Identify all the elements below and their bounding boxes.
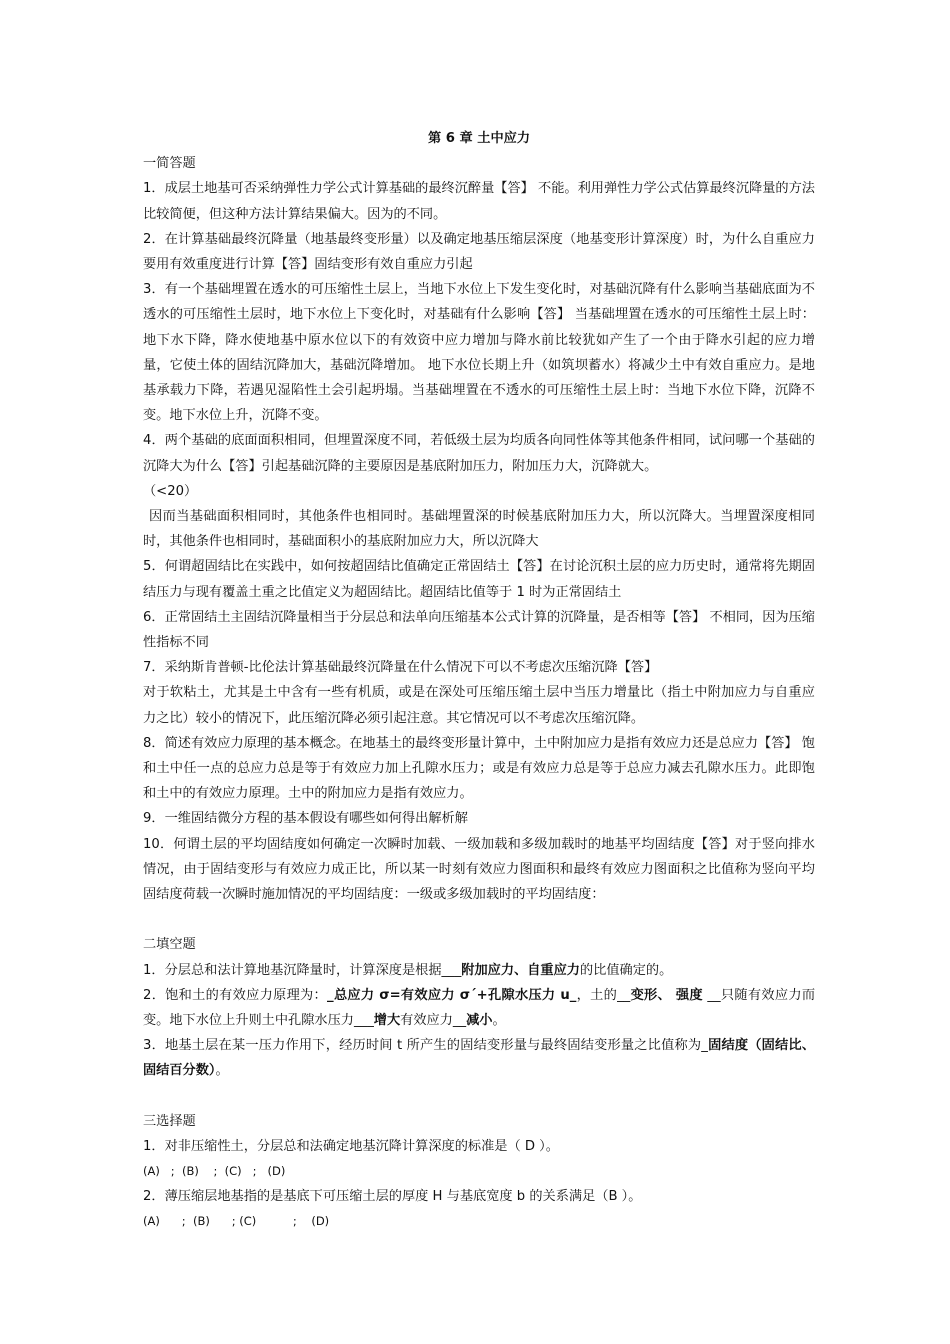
fill-2-text-d: 有效应力 [400, 1012, 453, 1028]
question-1: 1．成层土地基可否采纳弹性力学公式计算基础的最终沉醉量【答】 不能。利用弹性力学公式估算最终沉降量的方法比较简便，但这种方法计算结果偏大。因为的不同。 [143, 181, 815, 222]
blank-line: __ [702, 987, 721, 1003]
fill-2-text-c: 只随有效应力而变。地下水位上升则土中孔隙水压力 [143, 987, 816, 1028]
choice-2-options: (A) ; (B) ; (C) ; (D) [143, 1214, 330, 1229]
fill-2-answer-c: 增大 [373, 1012, 401, 1028]
spacer [143, 1084, 815, 1109]
fill-3-tail: 。 [215, 1063, 229, 1079]
fill-1 [143, 958, 815, 983]
blank-line: ___ [354, 1012, 374, 1028]
fill-1-text: 1．分层总和法计算地基沉降量时，计算深度是根据 [143, 962, 442, 978]
section-heading-fill-blank: 二填空题 [143, 937, 196, 953]
question-7: 7．采纳斯肯普顿-比伦法计算基础最终沉降量在什么情况下可以不考虑次压缩沉降【答】 [143, 660, 658, 676]
question-9: 9．一维固结微分方程的基本假设有哪些如何得出解析解 [143, 811, 468, 827]
blank-line: __ [617, 987, 631, 1003]
question-5: 5．何谓超固结比在实践中，如何按超固结比值确定正常固结土【答】在讨论沉积土层的应力历史时，通常将先期固结压力与现有覆盖土重之比值定义为超固结比。超固结比值等于 1 时为正常固结土 [143, 559, 815, 600]
fill-2-text-b: ，土的 [576, 987, 618, 1003]
fill-1-tail: 的比值确定的。 [579, 962, 673, 978]
question-7-answer: 对于软粘土，尤其是土中含有一些有机质，或是在深处可压缩压缩土层中当压力增量比（指土中附加应力与自重应力之比）较小的情况下，此压缩沉降必须引起注意。其它情况可以不考虑次压缩沉降。 [143, 685, 815, 726]
question-6: 6．正常固结土主固结沉降量相当于分层总和法单向压缩基本公式计算的沉降量，是否相等【答】 不相同，因为压缩性指标不同 [143, 609, 815, 651]
fill-2-answer-d: 减小 [466, 1012, 493, 1028]
document-page [143, 126, 815, 1235]
question-4-note: （<20） [143, 483, 198, 499]
question-2: 2．在计算基础最终沉降量（地基最终变形量）以及确定地基压缩层深度（地基变形计算深度）时，为什么自重应力要用有效重度进行计算【答】固结变形有效自重应力引起 [143, 231, 815, 273]
blank-line: ___ [441, 962, 462, 978]
spacer [143, 907, 815, 932]
choice-2: 2．薄压缩层地基指的是基底下可压缩土层的厚度 H 与基底宽度 b 的关系满足（B ）。 [143, 1189, 642, 1205]
fill-2 [143, 983, 815, 1033]
fill-2-answer-b: 变形、 强度 [630, 987, 703, 1003]
fill-1-answer: 附加应力、自重应力 [461, 962, 580, 978]
fill-3 [143, 1033, 815, 1083]
choice-1: 1．对非压缩性土，分层总和法确定地基沉降计算深度的标准是（ D ）。 [143, 1138, 559, 1154]
question-10: 10．何谓土层的平均固结度如何确定一次瞬时加载、一级加载和多级加载时的地基平均固结度【答】对于竖向排水情况，由于固结变形与有效应力成正比，所以某一时刻有效应力图面积和最终有效应力图面积之比值称为竖向平均固结度荷载一次瞬时施加情况的平均固结度：一级或多级加载时的平均固结度： [143, 836, 815, 903]
fill-2-answer-a: _总应力 σ=有效应力 σ´+孔隙水压力 u_ [327, 987, 577, 1003]
choice-1-options: (A) ; (B) ; (C) ; (D) [143, 1163, 286, 1178]
section-heading-short-answer: 一简答题 [143, 156, 196, 172]
section-heading-multiple-choice: 三选择题 [143, 1113, 196, 1129]
fill-3-text: 3．地基土层在某一压力作用下，经历时间 t 所产生的固结变形量与最终固结变形量之比值称为 [143, 1038, 702, 1054]
blank-line: __ [452, 1012, 467, 1028]
question-8: 8．简述有效应力原理的基本概念。在地基土的最终变形量计算中，土中附加应力是指有效应力还是总应力【答】 饱和土中任一点的总应力总是等于有效应力加上孔隙水压力；或是有效应力总是等于总应力减去孔隙水压力。此即饱和土中的有效应力原理。土中的附加应力是指有效应力。 [143, 735, 815, 802]
question-4-continued: 因而当基础面积相同时，其他条件也相同时。基础埋置深的时候基底附加压力大，所以沉降大。当埋置深度相同时，其他条件也相同时，基础面积小的基底附加应力大，所以沉降大 [143, 509, 815, 550]
question-3: 3．有一个基础埋置在透水的可压缩性土层上，当地下水位上下发生变化时，对基础沉降有什么影响当基础底面为不透水的可压缩性土层时，地下水位上下变化时，对基础有什么影响【答】 当基础埋置在透水的可压缩性土层上时：地下水下降，降水使地基中原水位以下的有效资中应力增加与降水前比较犹如产生了一个由于降水引起的应力增量，它使土体的固结沉降加大，基础沉降增加。 地下水位长期上升（如筑坝蓄水）将减少土中有效自重应力。是地基承载力下降，若遇见湿陷性土会引起坍塌。当基础埋置在不透水的可压缩性土层上时：当地下水位下降，沉降不变。地下水位上升，沉降不变。 [143, 282, 815, 424]
question-4: 4．两个基础的底面面积相同，但埋置深度不同，若低级土层为均质各向同性体等其他条件相同，试问哪一个基础的沉降大为什么【答】引起基础沉降的主要原因是基底附加压力，附加压力大，沉降就大。 [143, 433, 815, 474]
fill-3-answer: 固结度（固结比、固结百分数） [143, 1038, 815, 1079]
chapter-title: 第 6 章 土中应力 [427, 131, 531, 146]
fill-2-tail: 。 [492, 1012, 506, 1028]
blank-line: _ [701, 1038, 708, 1054]
fill-2-text: 2．饱和土的有效应力原理为： [143, 987, 328, 1003]
